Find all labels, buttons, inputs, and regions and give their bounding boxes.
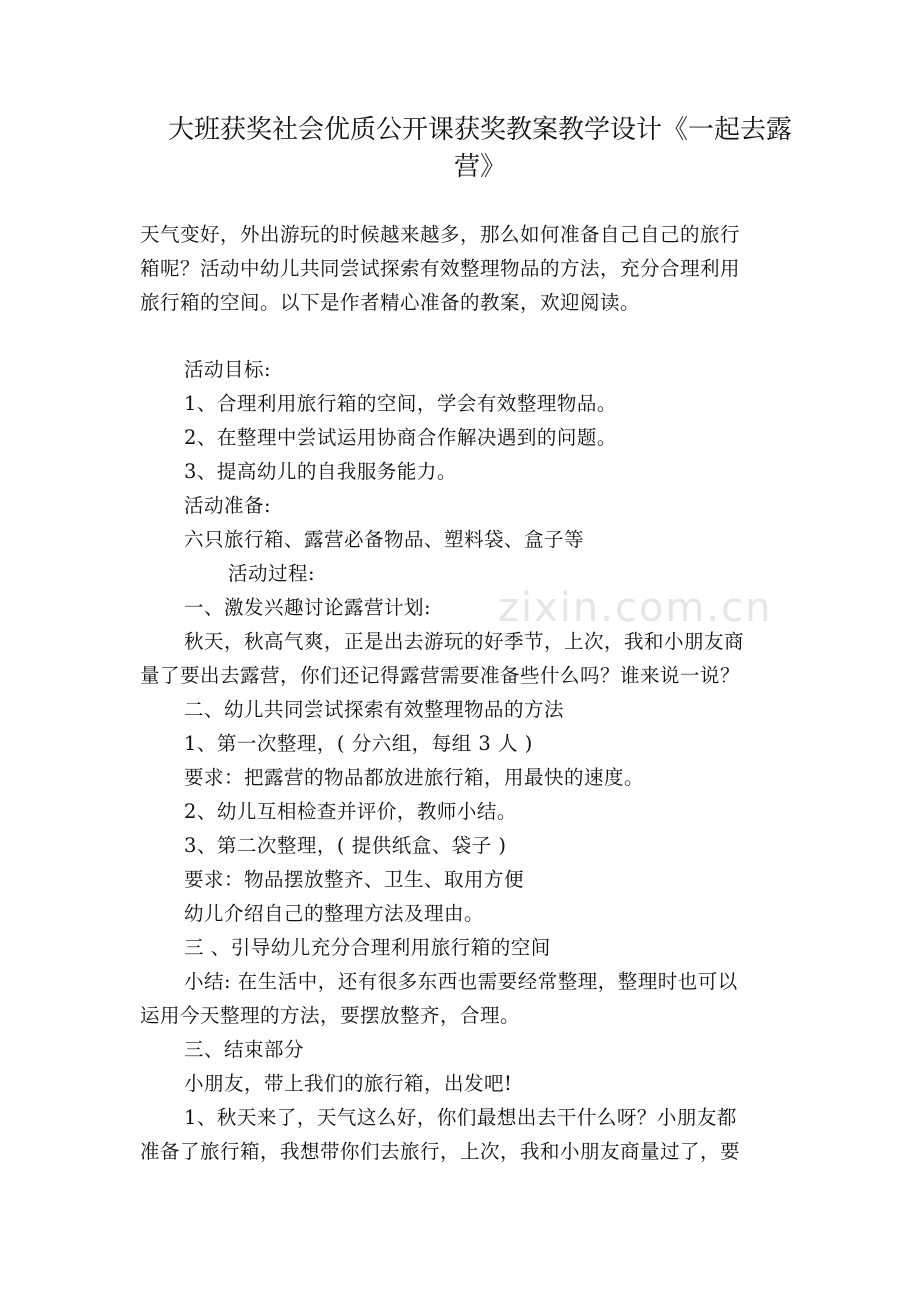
paragraph-line: 运用今天整理的方法，要摆放整齐，合理。 xyxy=(140,1004,521,1027)
page-title xyxy=(150,112,810,186)
paragraph-line: 准备了旅行箱，我想带你们去旅行，上次，我和小朋友商量过了，要 xyxy=(140,1140,741,1163)
paragraph-line: 要求：物品摆放整齐、卫生、取用方便 xyxy=(184,868,525,891)
paragraph-line: 幼儿介绍自己的整理方法及理由。 xyxy=(184,902,485,925)
paragraph-line: 2、幼儿互相检查并评价，教师小结。 xyxy=(184,800,517,823)
intro-line-3: 旅行箱的空间。以下是作者精心准备的教案，欢迎阅读。 xyxy=(140,291,641,314)
paragraph-line: 1、第一次整理，( 分六组，每组 3 人 ) xyxy=(184,732,533,755)
paragraph-line: 1、秋天来了，天气这么好，你们最想出去干什么呀？小朋友都 xyxy=(184,1106,737,1129)
goal-item-1: 1、合理利用旅行箱的空间，学会有效整理物品。 xyxy=(184,392,617,415)
intro-line-1: 天气变好，外出游玩的时候越来越多，那么如何准备自己自己的旅行 xyxy=(140,223,741,246)
watermark: zixin.com.cn xyxy=(498,585,773,631)
title-line-2: 营》 xyxy=(453,152,506,182)
goal-item-2: 2、在整理中尝试运用协商合作解决遇到的问题。 xyxy=(184,426,617,449)
intro-line-2: 箱呢？活动中幼儿共同尝试探索有效整理物品的方法，充分合理利用 xyxy=(140,257,741,280)
preparation-text: 六只旅行箱、露营必备物品、塑料袋、盒子等 xyxy=(184,528,585,551)
paragraph-line: 3、第二次整理，( 提供纸盒、袋子 ) xyxy=(184,834,507,857)
paragraph-line: 小朋友，带上我们的旅行箱，出发吧! xyxy=(184,1072,513,1095)
process-step-3-heading: 三 、引导幼儿充分合理利用旅行箱的空间 xyxy=(184,936,551,959)
process-step-2-heading: 二、幼儿共同尝试探索有效整理物品的方法 xyxy=(184,698,565,721)
section-heading-goals: 活动目标: xyxy=(184,358,272,381)
paragraph-line: 要求：把露营的物品都放进旅行箱，用最快的速度。 xyxy=(184,766,645,789)
process-step-1-heading: 一、激发兴趣讨论露营计划: xyxy=(184,596,432,619)
paragraph-line: 秋天，秋高气爽，正是出去游玩的好季节，上次，我和小朋友商 xyxy=(184,630,745,653)
paragraph-line: 小结: 在生活中，还有很多东西也需要经常整理，整理时也可以 xyxy=(184,970,738,993)
goal-item-3: 3、提高幼儿的自我服务能力。 xyxy=(184,460,457,483)
section-heading-ending: 三、结束部分 xyxy=(184,1038,305,1061)
section-heading-process: 活动过程: xyxy=(228,562,316,585)
paragraph-line: 量了要出去露营，你们还记得露营需要准备些什么吗？谁来说一说？ xyxy=(140,664,741,687)
title-line-1: 大班获奖社会优质公开课获奖教案教学设计《一起去露 xyxy=(167,115,792,145)
section-heading-preparation: 活动准备: xyxy=(184,494,272,517)
